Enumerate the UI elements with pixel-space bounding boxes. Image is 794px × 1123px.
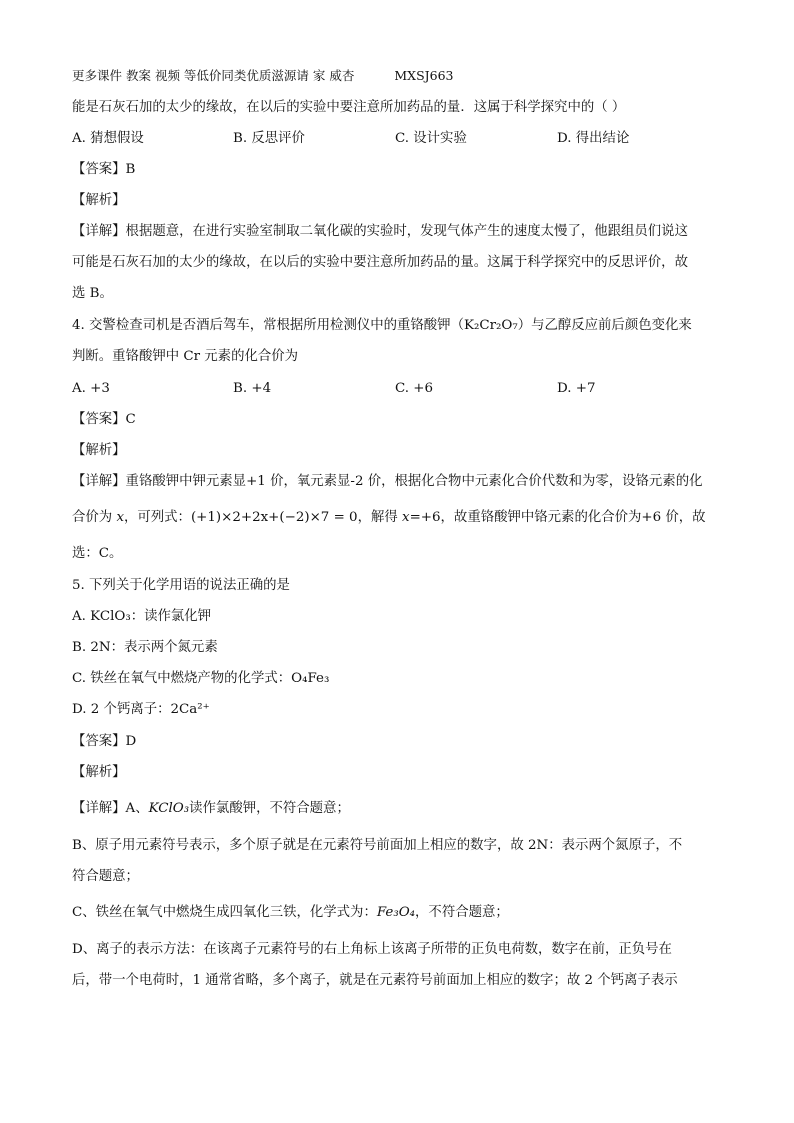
q5-detail-d-line-2: 后，带一个电荷时，1 通常省略，多个离子，就是在元素符号前面加上相应的数字；故 2 个钙离子表示	[72, 973, 678, 988]
variable-x-result: x	[402, 510, 410, 525]
q3-option-a: A. 猜想假设	[72, 131, 144, 146]
q5-detail-c-part-1: C、铁丝在氧气中燃烧生成四氧化三铁，化学式为：	[72, 905, 377, 920]
q3-detail-line-1: 【详解】根据题意，在进行实验室制取二氧化碳的实验时，发现气体产生的速度太慢了，他跟组员们说这	[72, 224, 688, 239]
potassium-dichromate-formula: K₂Cr₂O₇	[463, 318, 518, 333]
q4-detail-line-2	[72, 509, 706, 527]
q5-option-d: D. 2 个钙离子：2Ca²⁺	[72, 702, 210, 717]
q5-detail-b-line-1: B、原子用元素符号表示，多个原子就是在元素符号前面加上相应的数字，故 2N：表示两个氮原子，不	[72, 838, 683, 853]
q3-option-c: C. 设计实验	[395, 131, 467, 146]
q5-option-a: A. KClO₃：读作氯化钾	[72, 609, 212, 624]
q5-detail-c	[72, 904, 509, 922]
q4-analysis-heading: 【解析】	[72, 443, 126, 458]
q4-option-a: A. +3	[72, 381, 110, 396]
q4-detail-part-2: ，可列式：	[124, 510, 191, 525]
variable-x: x	[116, 510, 124, 525]
q5-analysis-heading: 【解析】	[72, 765, 126, 780]
q3-stem-tail: 能是石灰石加的太少的缘故，在以后的实验中要注意所加药品的量．这属于科学探究中的（ ）	[72, 100, 626, 115]
q5-detail-a-part-1: 【详解】A、	[72, 801, 149, 816]
q5-detail-b-line-2: 符合题意；	[72, 869, 139, 884]
q5-detail-c-part-2: ，不符合题意；	[415, 905, 509, 920]
page-header	[72, 67, 454, 85]
q4-option-d: D. +7	[557, 381, 596, 396]
q5-stem: 5. 下列关于化学用语的说法正确的是	[72, 578, 290, 593]
q5-detail-a	[72, 800, 350, 818]
q5-answer: 【答案】D	[72, 734, 137, 749]
ferroferric-oxide-formula: Fe₃O₄	[376, 905, 416, 920]
q4-stem-line-1	[72, 317, 692, 335]
q4-detail-part-4: =+6，故重铬酸钾中铬元素的化合价为+6 价，故	[409, 510, 706, 525]
q5-option-c: C. 铁丝在氧气中燃烧产物的化学式：O₄Fe₃	[72, 671, 330, 686]
q5-detail-a-part-2: 读作氯酸钾，不符合题意；	[189, 801, 350, 816]
promo-text: 更多课件 教案 视频 等低价同类优质滋源请 家 威杏	[72, 68, 355, 83]
q4-stem-line-2: 判断。重铬酸钾中 Cr 元素的化合价为	[72, 349, 299, 364]
q4-detail-part-1: 合价为	[72, 510, 117, 525]
q4-answer: 【答案】C	[72, 412, 136, 427]
q4-detail-line-1: 【详解】重铬酸钾中钾元素显+1 价，氧元素显-2 价，根据化合物中元素化合价代数和为零，设铬元素的化	[72, 474, 703, 489]
q3-option-d: D. 得出结论	[557, 131, 630, 146]
q4-stem-part-2: ）与乙醇反应前后颜色变化来	[517, 318, 692, 333]
q5-option-b: B. 2N：表示两个氮元素	[72, 640, 218, 655]
q5-detail-d-line-1: D、离子的表示方法：在该离子元素符号的右上角标上该离子所带的正负电荷数，数字在前，正负号在	[72, 942, 672, 957]
q4-option-c: C. +6	[395, 381, 434, 396]
q3-analysis-heading: 【解析】	[72, 193, 126, 208]
q4-detail-line-3: 选：C。	[72, 546, 123, 561]
equation: (+1)×2+2x+(−2)×7 = 0	[190, 510, 358, 525]
q3-detail-line-2: 可能是石灰石加的太少的缘故，在以后的实验中要注意所加药品的量。这属于科学探究中的反思评价，故	[72, 255, 688, 270]
header-code: MXSJ663	[394, 68, 454, 83]
q3-option-b: B. 反思评价	[233, 131, 305, 146]
q3-answer: 【答案】B	[72, 162, 136, 177]
potassium-chlorate-formula: KClO₃	[148, 801, 190, 816]
q4-detail-part-3: ，解得	[357, 510, 403, 525]
q4-stem-part-1: 4. 交警检查司机是否酒后驾车，常根据所用检测仪中的重铬酸钾（	[72, 318, 464, 333]
q4-option-b: B. +4	[233, 381, 272, 396]
q3-detail-line-3: 选 B。	[72, 286, 113, 301]
